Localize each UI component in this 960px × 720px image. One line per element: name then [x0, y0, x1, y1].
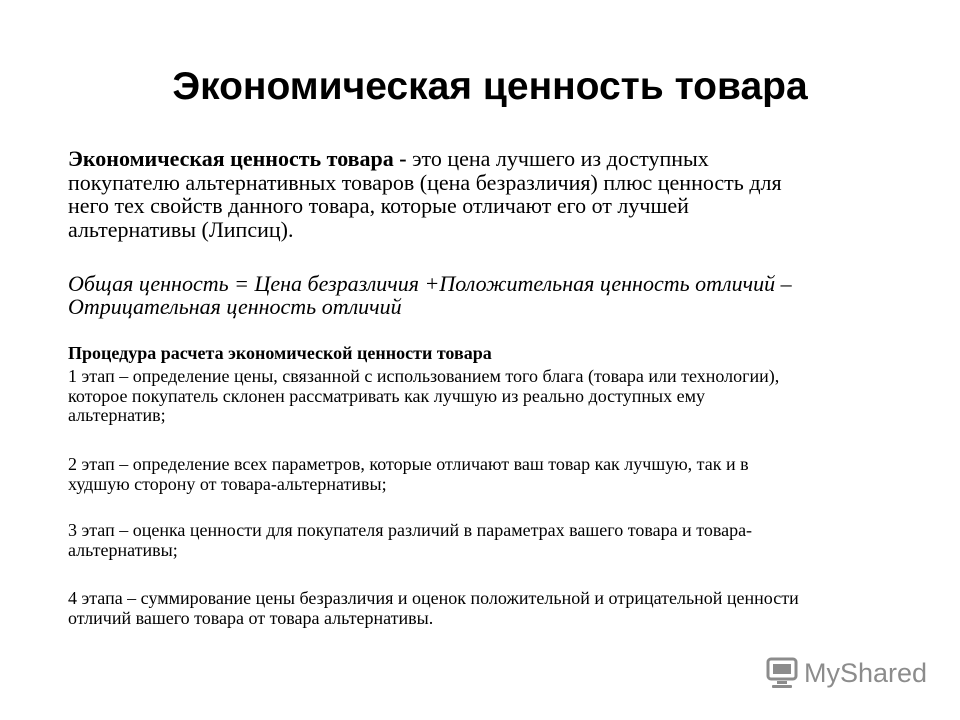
formula-paragraph: [68, 272, 792, 318]
step-line: 2 этап – определение всех параметров, которые отличают ваш товар как лучшую, так и в: [68, 454, 749, 474]
definition-line: альтернативы (Липсиц).: [68, 216, 294, 242]
procedure-step-4: [68, 589, 799, 628]
procedure-heading: Процедура расчета экономической ценности товара: [68, 343, 492, 363]
step-line: которое покупатель склонен рассматривать как лучшую из реально доступных ему: [68, 385, 706, 406]
procedure-step-2: [68, 455, 749, 494]
definition-line: покупателю альтернативных товаров (цена безразличия) плюс ценность для: [68, 169, 782, 195]
definition-line: [68, 147, 782, 171]
myshared-logo-text: MyShared: [804, 658, 928, 688]
procedure-step-3: [68, 521, 752, 560]
formula-line: Общая ценность = Цена безразличия +Положительная ценность отличий –: [68, 271, 792, 296]
formula-line: Отрицательная ценность отличий: [68, 294, 402, 319]
step-line: 4 этапа – суммирование цены безразличия и оценок положительной и отрицательной ценности: [68, 588, 799, 608]
step-line: 1 этап – определение цены, связанной с использованием того блага (товара или технологии),: [68, 366, 780, 386]
definition-line: него тех свойств данного товара, которые отличают его от лучшей: [68, 193, 689, 218]
step-line: отличий вашего товара от товара альтернативы.: [68, 607, 434, 628]
step-line: альтернативы;: [68, 539, 178, 560]
myshared-logo-icon: [766, 656, 800, 690]
definition-paragraph: [68, 147, 782, 241]
definition-term: Экономическая ценность товара -: [68, 146, 407, 171]
step-line: 3 этап – оценка ценности для покупателя различий в параметрах вашего товара и товара-: [68, 520, 753, 540]
procedure-step-1: [68, 367, 779, 426]
step-line: худшую сторону от товара-альтернативы;: [68, 473, 387, 494]
slide-title: Экономическая ценность товара: [172, 65, 808, 108]
myshared-watermark: [766, 655, 927, 691]
definition-first-line-rest: это цена лучшего из доступных: [406, 146, 709, 171]
step-line: альтернатив;: [68, 405, 166, 425]
